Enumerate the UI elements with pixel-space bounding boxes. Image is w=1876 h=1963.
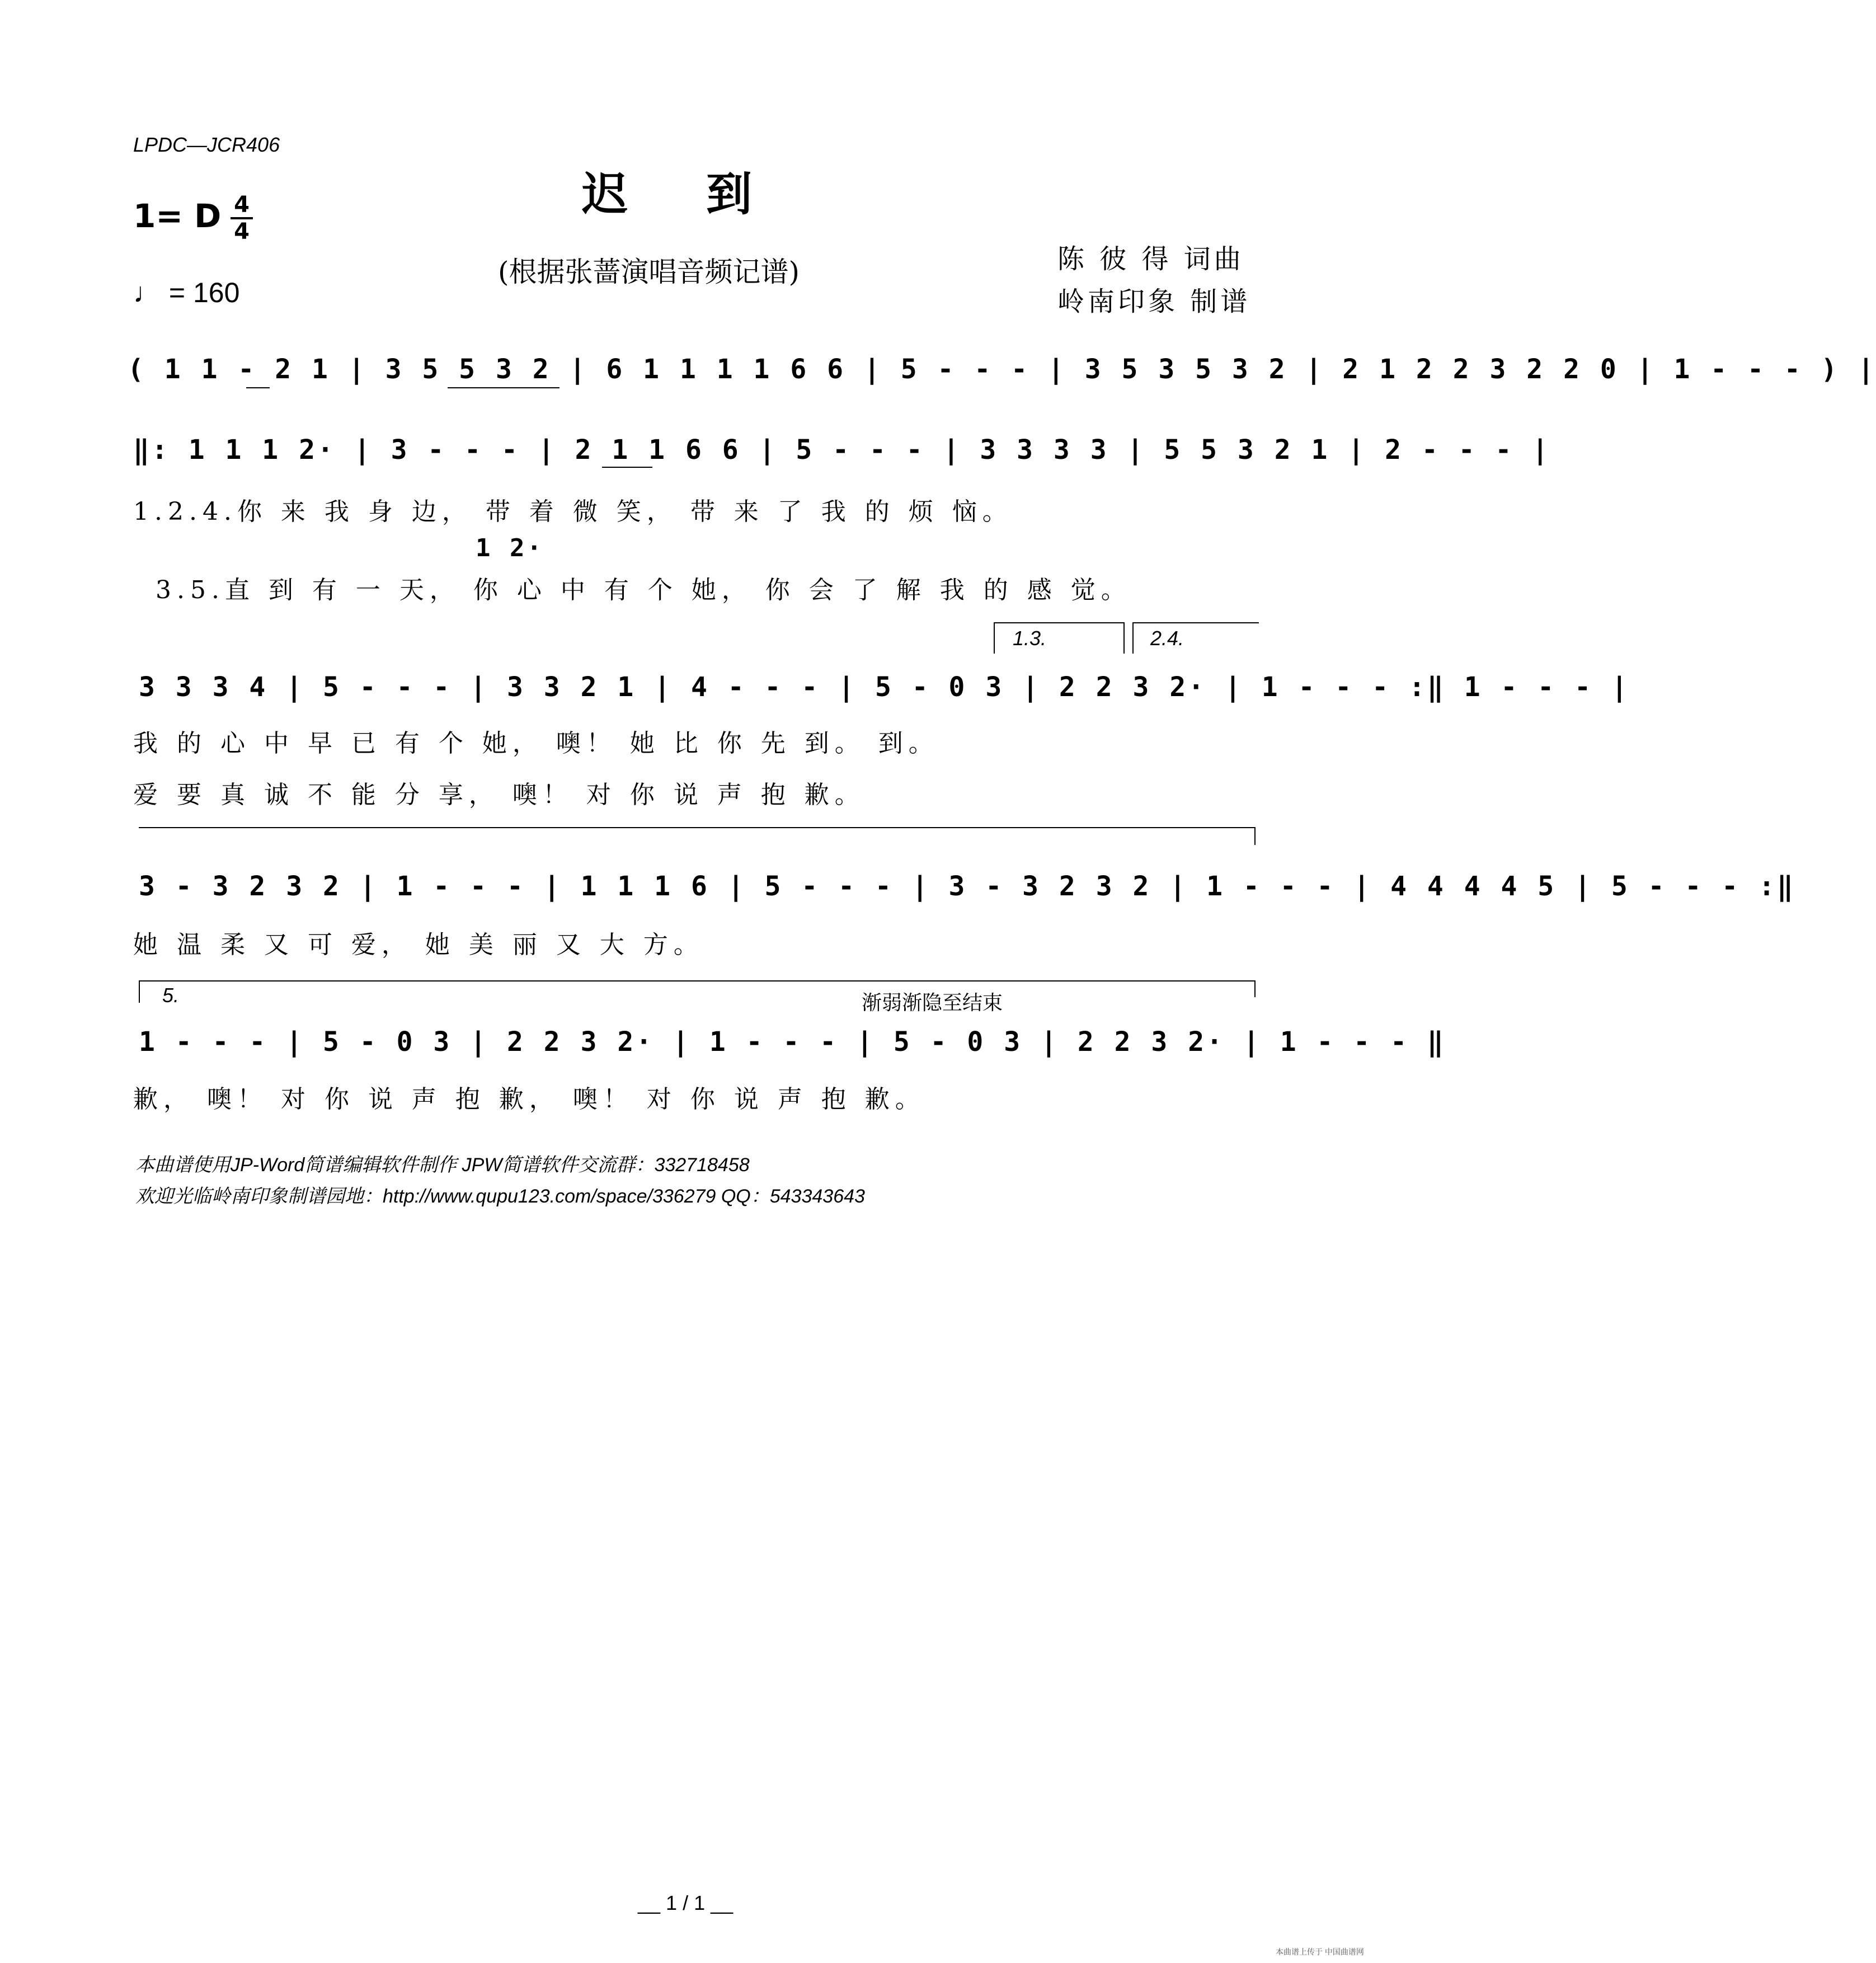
page-number: __ 1 / 1 __ <box>638 1891 734 1914</box>
credit-lyrics: 陈 彼 得 词曲 <box>1057 243 1244 275</box>
quarter-note-icon: ♩ <box>133 277 161 308</box>
verse-line-1: ‖: 1 1 1 2· | 3 - - - | 2 1 1 6 6 | 5 - - - | 3 3 3 3 | 5 5 3 2 1 | 2 - - - | <box>133 434 1551 466</box>
time-numerator: 4 <box>234 192 250 218</box>
time-signature <box>229 192 254 244</box>
lyrics-chorus: 她 温 柔 又 可 爱， 她 美 丽 又 大 方。 <box>133 931 704 959</box>
lyrics-line-3b: 爱 要 真 诚 不 能 分 享， 噢！ 对 你 说 声 抱 歉。 <box>133 781 865 809</box>
tempo-value: = 160 <box>168 277 240 308</box>
score-code: LPDC—JCR406 <box>133 133 280 156</box>
lyrics-ending: 歉， 噢！ 对 你 说 声 抱 歉， 噢！ 对 你 说 声 抱 歉。 <box>133 1085 925 1114</box>
subtitle: (根据张蔷演唱音频记谱) <box>498 256 800 288</box>
footer-line-2: 欢迎光临岭南印象制谱园地：http://www.qupu123.com/space/336279 QQ：543343643 <box>135 1186 865 1207</box>
chorus-line: 3 - 3 2 3 2 | 1 - - - | 1 1 1 6 | 5 - - - | 3 - 3 2 3 2 | 1 - - - | 4 4 4 4 5 | 5 - - - :‖ <box>139 871 1795 902</box>
time-denominator: 4 <box>234 219 250 245</box>
ending-line: 1 - - - | 5 - 0 3 | 2 2 3 2· | 1 - - - | 5 - 0 3 | 2 2 3 2· | 1 - - - ‖ <box>139 1026 1446 1058</box>
watermark: 本曲谱上传于 中国曲谱网 <box>1276 1947 1364 1956</box>
page-title: 迟到 <box>582 167 831 221</box>
volta-2-4: 2.4. <box>1150 627 1184 650</box>
lyrics-verse-1: 1.2.4.你 来 我 身 边， 带 着 微 笑， 带 来 了 我 的 烦 恼。 <box>133 497 1013 526</box>
tempo-marking <box>133 276 239 309</box>
fade-direction: 渐弱渐隐至结束 <box>862 992 1003 1015</box>
credit-score: 岭南印象 制谱 <box>1057 286 1251 317</box>
volta-1-3: 1.3. <box>1013 627 1047 650</box>
verse-line-2: 3 3 3 4 | 5 - - - | 3 3 2 1 | 4 - - - | 5 - 0 3 | 2 2 3 2· | 1 - - - :‖ 1 - - - | <box>139 671 1630 703</box>
key-signature: 1= D <box>133 197 222 235</box>
lyrics-line-3a: 我 的 心 中 早 已 有 个 她， 噢！ 她 比 你 先 到。 到。 <box>133 729 939 758</box>
lyrics-verse-2: 3.5.直 到 有 一 天， 你 心 中 有 个 她， 你 会 了 解 我 的 感 觉。 <box>156 576 1131 604</box>
alt-notes: 1 2· <box>476 534 544 562</box>
intro-line: ( 1 1 - 2 1 | 3 5 5 3 2 | 6 1 1 1 1 6 6 | 5 - - - | 3 5 3 5 3 2 | 2 1 2 2 3 2 2 0 | 1 - - - ) | <box>128 354 1876 385</box>
volta-5: 5. <box>162 984 180 1007</box>
footer-line-1: 本曲谱使用JP-Word简谱编辑软件制作 JPW简谱软件交流群：332718458 <box>135 1154 750 1176</box>
